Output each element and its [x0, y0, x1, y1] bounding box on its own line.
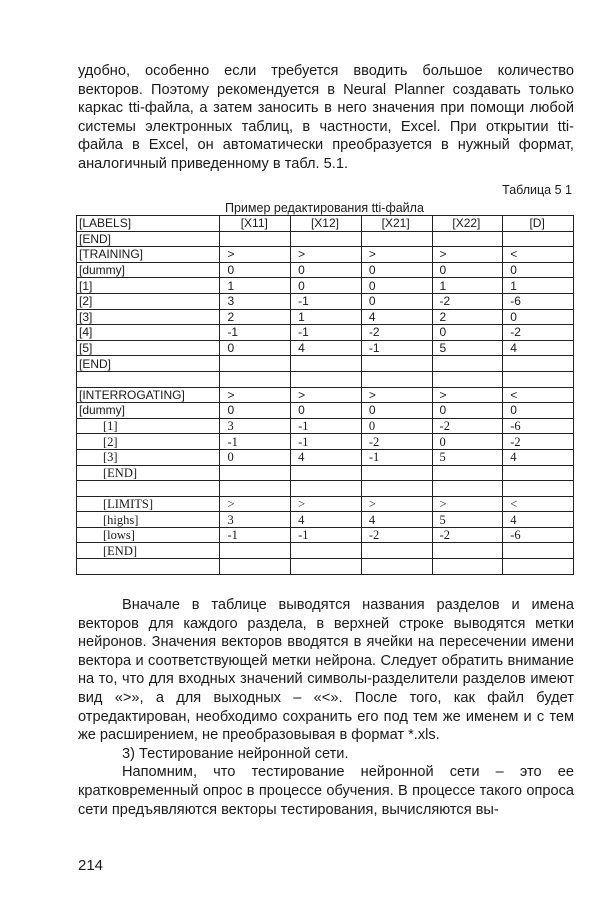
value-cell: [361, 231, 432, 247]
value-cell: 1: [432, 278, 503, 294]
value-cell: [361, 356, 432, 372]
value-cell: 0: [503, 403, 574, 419]
row-label-cell: [END]: [77, 231, 220, 247]
table-number: Таблица 5 1: [502, 183, 572, 197]
value-cell: [220, 481, 291, 497]
value-cell: -2: [361, 325, 432, 341]
value-cell: [503, 543, 574, 559]
value-cell: [503, 231, 574, 247]
value-cell: <: [503, 496, 574, 512]
table-row: [77, 278, 574, 294]
value-cell: 4: [503, 512, 574, 528]
value-cell: >: [291, 247, 362, 263]
row-label-cell: [TRAINING]: [77, 247, 220, 263]
value-cell: 4: [291, 512, 362, 528]
value-cell: 1: [503, 278, 574, 294]
value-cell: >: [432, 387, 503, 403]
row-label-cell: [1]: [77, 418, 220, 434]
row-label-cell: [77, 371, 220, 387]
value-cell: -1: [291, 325, 362, 341]
value-cell: [361, 371, 432, 387]
value-cell: 0: [432, 262, 503, 278]
value-cell: 0: [220, 449, 291, 465]
value-cell: [503, 481, 574, 497]
value-cell: 2: [432, 309, 503, 325]
table-row: [77, 512, 574, 528]
body-paragraph-1: Вначале в таблице выводятся названия разделов и имена векторов для каждого раздела, в верхней строке выводятся метки нейронов. Значения векторов вводятся в ячейки на пересечении имени вектора и соответствующей метки нейрона. Следует обратить внимание на то, что для входных значений символы-разделители разделов имеют вид «>», а для выходных – «<». После того, как файл будет отредактирован, необходимо сохранить его под тем же именем и с тем же расширением, не преобразовывая в формат *.xls.: [78, 597, 574, 744]
table-row: [77, 496, 574, 512]
table-row: [77, 403, 574, 419]
table-row: [77, 231, 574, 247]
value-cell: 0: [361, 278, 432, 294]
value-cell: -2: [361, 527, 432, 543]
value-cell: 0: [432, 325, 503, 341]
value-cell: [361, 481, 432, 497]
value-cell: [432, 356, 503, 372]
value-cell: [361, 559, 432, 575]
value-cell: [503, 356, 574, 372]
value-cell: [220, 543, 291, 559]
value-cell: [503, 371, 574, 387]
row-label-cell: [dummy]: [77, 403, 220, 419]
value-cell: [432, 231, 503, 247]
value-cell: 4: [291, 449, 362, 465]
table-row: [77, 418, 574, 434]
value-cell: 0: [503, 262, 574, 278]
table-row: [77, 543, 574, 559]
value-cell: 0: [361, 403, 432, 419]
value-cell: [432, 543, 503, 559]
table-title: Пример редактирования tti-файла: [225, 201, 424, 215]
value-cell: [291, 356, 362, 372]
table-row: [77, 340, 574, 356]
row-label-cell: [END]: [77, 356, 220, 372]
table-row: [77, 559, 574, 575]
value-cell: 0: [503, 309, 574, 325]
table-row: [77, 293, 574, 309]
value-cell: 0: [220, 403, 291, 419]
table-row: [77, 449, 574, 465]
value-cell: -2: [432, 293, 503, 309]
table-row: [77, 481, 574, 497]
value-cell: 0: [291, 262, 362, 278]
table-row: [77, 371, 574, 387]
row-label-cell: [5]: [77, 340, 220, 356]
tti-example-table: [76, 215, 574, 575]
value-cell: 5: [432, 512, 503, 528]
value-cell: -1: [291, 293, 362, 309]
value-cell: 0: [220, 340, 291, 356]
row-label-cell: [END]: [77, 465, 220, 481]
value-cell: <: [503, 247, 574, 263]
value-cell: >: [291, 387, 362, 403]
row-label-cell: [dummy]: [77, 262, 220, 278]
row-label-cell: [2]: [77, 434, 220, 450]
row-label-cell: [END]: [77, 543, 220, 559]
value-cell: -6: [503, 293, 574, 309]
value-cell: -6: [503, 418, 574, 434]
value-cell: [361, 543, 432, 559]
body-paragraph-2: 3) Тестирование нейронной сети.: [122, 745, 349, 762]
value-cell: [432, 465, 503, 481]
value-cell: [503, 559, 574, 575]
value-cell: [D]: [503, 216, 574, 232]
table-row: [77, 527, 574, 543]
table-row: [77, 309, 574, 325]
value-cell: [291, 543, 362, 559]
table-row: [77, 465, 574, 481]
value-cell: 0: [432, 403, 503, 419]
value-cell: [432, 559, 503, 575]
value-cell: 0: [220, 262, 291, 278]
value-cell: [291, 371, 362, 387]
value-cell: [432, 371, 503, 387]
row-label-cell: [highs]: [77, 512, 220, 528]
value-cell: 4: [361, 512, 432, 528]
value-cell: 0: [291, 403, 362, 419]
value-cell: -1: [361, 340, 432, 356]
value-cell: 3: [220, 512, 291, 528]
row-label-cell: [LABELS]: [77, 216, 220, 232]
table-row: [77, 356, 574, 372]
value-cell: >: [220, 387, 291, 403]
page-number: 214: [78, 857, 104, 874]
value-cell: >: [432, 496, 503, 512]
table-row: [77, 262, 574, 278]
row-label-cell: [3]: [77, 309, 220, 325]
row-label-cell: [2]: [77, 293, 220, 309]
value-cell: [X22]: [432, 216, 503, 232]
value-cell: [503, 465, 574, 481]
value-cell: >: [432, 247, 503, 263]
table-row: [77, 325, 574, 341]
value-cell: [220, 371, 291, 387]
table-row: [77, 247, 574, 263]
body-text: [78, 596, 574, 819]
value-cell: -2: [432, 527, 503, 543]
table-row: [77, 216, 574, 232]
value-cell: [220, 231, 291, 247]
value-cell: [291, 481, 362, 497]
value-cell: 0: [432, 434, 503, 450]
table-row: [77, 387, 574, 403]
table-row: [77, 434, 574, 450]
row-label-cell: [1]: [77, 278, 220, 294]
value-cell: <: [503, 387, 574, 403]
row-label-cell: [77, 559, 220, 575]
value-cell: [291, 559, 362, 575]
row-label-cell: [4]: [77, 325, 220, 341]
value-cell: -1: [220, 434, 291, 450]
value-cell: [220, 356, 291, 372]
intro-paragraph: удобно, особенно если требуется вводить большое количество векторов. Поэтому рекомендуется в Neural Planner создавать только каркас tti-файла, а затем заносить в него значения при помощи любой системы электронных таблиц, в частности, Excel. При открытии tti-файла в Excel, он автоматически преобразуется в нужный формат, аналогичный приведенному в табл. 5.1.: [78, 63, 574, 172]
value-cell: -2: [432, 418, 503, 434]
row-label-cell: [3]: [77, 449, 220, 465]
value-cell: [361, 465, 432, 481]
value-cell: 5: [432, 340, 503, 356]
value-cell: -6: [503, 527, 574, 543]
body-paragraph-3: Напомним, что тестирование нейронной сети – это ее кратковременный опрос в процессе обучения. В процессе такого опроса сети предъявляются векторы тестирования, вычисляются вы-: [78, 764, 574, 818]
value-cell: 0: [361, 262, 432, 278]
value-cell: >: [291, 496, 362, 512]
value-cell: 4: [291, 340, 362, 356]
value-cell: -1: [220, 325, 291, 341]
value-cell: 3: [220, 418, 291, 434]
value-cell: [X11]: [220, 216, 291, 232]
value-cell: -1: [361, 449, 432, 465]
value-cell: >: [220, 247, 291, 263]
value-cell: -1: [291, 527, 362, 543]
value-cell: [291, 465, 362, 481]
value-cell: 2: [220, 309, 291, 325]
value-cell: -2: [503, 434, 574, 450]
row-label-cell: [INTERROGATING]: [77, 387, 220, 403]
value-cell: 4: [503, 340, 574, 356]
value-cell: [220, 465, 291, 481]
value-cell: [432, 481, 503, 497]
value-cell: 3: [220, 293, 291, 309]
value-cell: 0: [361, 293, 432, 309]
row-label-cell: [LIMITS]: [77, 496, 220, 512]
value-cell: [X21]: [361, 216, 432, 232]
value-cell: 5: [432, 449, 503, 465]
value-cell: -1: [291, 434, 362, 450]
value-cell: 0: [361, 418, 432, 434]
value-cell: [220, 559, 291, 575]
row-label-cell: [77, 481, 220, 497]
value-cell: [291, 231, 362, 247]
value-cell: >: [361, 247, 432, 263]
value-cell: -1: [291, 418, 362, 434]
value-cell: 1: [291, 309, 362, 325]
value-cell: 0: [291, 278, 362, 294]
value-cell: -2: [361, 434, 432, 450]
value-cell: >: [361, 496, 432, 512]
value-cell: >: [361, 387, 432, 403]
value-cell: 1: [220, 278, 291, 294]
value-cell: -1: [220, 527, 291, 543]
value-cell: 4: [503, 449, 574, 465]
value-cell: [X12]: [291, 216, 362, 232]
value-cell: 4: [361, 309, 432, 325]
row-label-cell: [lows]: [77, 527, 220, 543]
value-cell: >: [220, 496, 291, 512]
value-cell: -2: [503, 325, 574, 341]
